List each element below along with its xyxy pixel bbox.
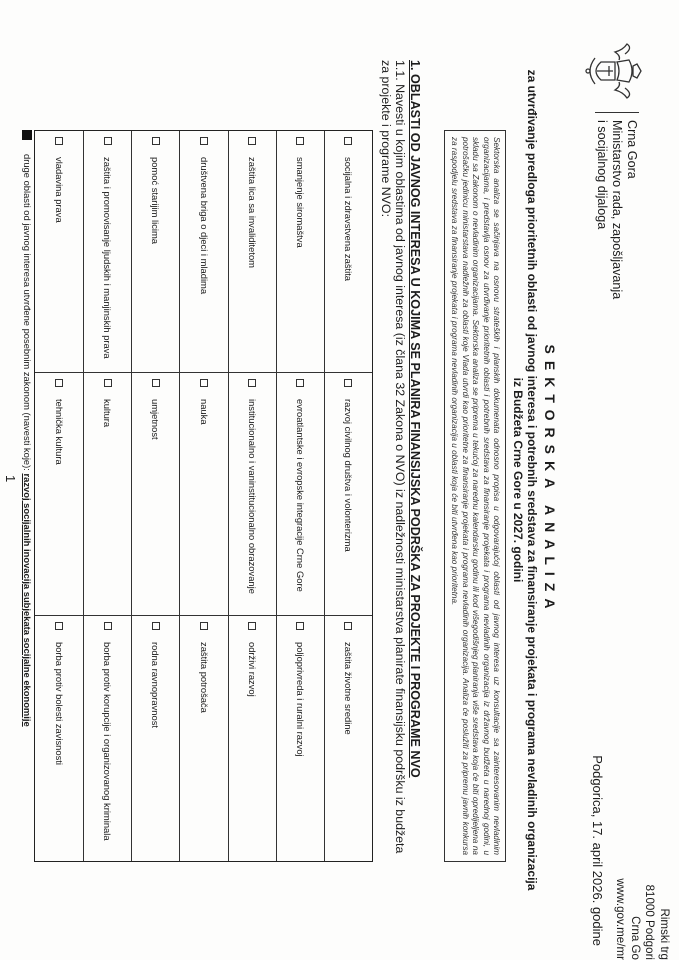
area-option[interactable] — [35, 616, 83, 861]
checkbox[interactable] — [200, 137, 208, 145]
area-option[interactable] — [228, 616, 276, 861]
area-option[interactable] — [83, 373, 131, 616]
area-label: socijalna i zdravstvena zaštita — [342, 157, 354, 282]
area-option[interactable] — [276, 616, 324, 861]
ministry-name: Ministarstvo rada, zapošljavanja — [610, 120, 624, 300]
checkbox[interactable] — [104, 137, 112, 145]
area-option[interactable] — [35, 373, 83, 616]
brand-divider — [595, 112, 639, 113]
area-option[interactable] — [324, 616, 372, 861]
ministry-address — [613, 760, 671, 960]
area-label: evroatlantske i evropske integracije Crne Gore — [294, 399, 306, 592]
other-area-row — [22, 130, 33, 930]
checkbox[interactable] — [152, 137, 160, 145]
area-option[interactable] — [179, 616, 227, 861]
question-line: 1.1. Navesti u kojim oblastima od javnog interesa (iz člana 32 Zakona o NVO) iz nadležnosti ministarstva planirate finansijsku podršku iz budžeta — [393, 60, 407, 854]
checkbox[interactable] — [248, 137, 256, 145]
other-area-value: razvoj socijalnih inovacija subjekata socijalne ekonomije — [22, 473, 33, 727]
coat-of-arms-icon — [581, 40, 643, 102]
other-area-label: druge oblasti od javnog interesa utvrđene posebnim zakonom (navesti koje): — [22, 154, 33, 471]
checkbox[interactable] — [248, 622, 256, 630]
area-label: borba protiv bolesti zavisnosti — [53, 642, 65, 765]
page-number: 1 — [3, 475, 18, 483]
checkbox[interactable] — [152, 622, 160, 630]
area-label: umjetnost — [150, 399, 162, 440]
question-line: za projekte i programe NVO: — [379, 60, 393, 218]
area-label: razvoj civilnog društva i volonterizma — [342, 399, 354, 552]
checkbox[interactable] — [152, 379, 160, 387]
checkbox[interactable] — [55, 622, 63, 630]
area-option[interactable] — [228, 373, 276, 616]
ministry-name-cont: i socijalnog dijaloga — [595, 120, 609, 230]
area-label: društvena briga o djeci i mladima — [198, 157, 210, 295]
area-label: tehnička kultura — [53, 399, 65, 465]
checkbox[interactable] — [248, 379, 256, 387]
area-label: borba protiv korupcije i organizovanog kriminala — [102, 642, 114, 841]
area-option[interactable] — [276, 373, 324, 616]
checkbox[interactable] — [104, 622, 112, 630]
checkbox[interactable] — [55, 379, 63, 387]
checkbox-checked[interactable] — [23, 130, 33, 140]
checkbox[interactable] — [344, 622, 352, 630]
area-option[interactable] — [179, 373, 227, 616]
checkbox[interactable] — [344, 137, 352, 145]
areas-table — [34, 130, 373, 862]
address-line: Rimski trg — [658, 908, 671, 960]
checkbox[interactable] — [200, 622, 208, 630]
area-label: vladavina prava — [53, 157, 65, 223]
address-line: www.gov.me/mr — [614, 878, 628, 960]
document-subtitle-cont: iz Budžeta Crne Gore u 2027. godini — [511, 377, 525, 583]
checkbox[interactable] — [296, 379, 304, 387]
area-option[interactable] — [35, 131, 83, 373]
area-label: zaštita životne sredine — [342, 642, 354, 735]
checkbox[interactable] — [200, 379, 208, 387]
area-option[interactable] — [276, 131, 324, 373]
area-option[interactable] — [131, 131, 179, 373]
area-label: pomoć starijim licima — [150, 157, 162, 244]
area-option[interactable] — [131, 373, 179, 616]
area-label: zaštita potrošača — [198, 642, 210, 713]
checkbox[interactable] — [55, 137, 63, 145]
area-option[interactable] — [324, 131, 372, 373]
checkbox[interactable] — [296, 622, 304, 630]
area-label: smanjenje siromaštva — [294, 157, 306, 248]
document-date: Podgorica, 17. april 2026. godine — [590, 755, 605, 946]
area-label: poljoprivreda i ruralni razvoj — [294, 642, 306, 757]
area-option[interactable] — [83, 131, 131, 373]
area-label: kultura — [102, 399, 114, 428]
address-line: 81000 Podgori — [643, 884, 657, 960]
checkbox[interactable] — [104, 379, 112, 387]
area-option[interactable] — [324, 373, 372, 616]
country-name: Crna Gora — [625, 120, 639, 179]
area-option[interactable] — [179, 131, 227, 373]
area-label: nauka — [198, 399, 210, 425]
area-option[interactable] — [83, 616, 131, 861]
section-title: 1. OBLASTI OD JAVNOG INTERESA U KOJIMA SE PLANIRA FINANSIJSKA PODRŠKA ZA PROJEKTE I PROGRAME NVO — [408, 60, 422, 778]
area-label: zaštita lica sa invaliditetom — [246, 157, 258, 268]
address-line: Crna Go — [629, 916, 642, 960]
checkbox[interactable] — [344, 379, 352, 387]
area-label: zaštita i promovisanje ljudskih i manjinskih prava — [102, 157, 114, 359]
section-question — [379, 60, 407, 900]
document-title: SEKTORSKA ANALIZA — [542, 344, 558, 616]
area-label: institucionalno i vaninstitucionalno obrazovanje — [246, 399, 258, 594]
area-label: održivi razvoj — [246, 642, 258, 697]
document-subtitle: za utvrđivanje predloga prioritetnih oblasti od javnog interesa i potrebnih sredstava za finansiranje projekata i programa nevladinih organizacija — [525, 69, 539, 891]
checkbox[interactable] — [296, 137, 304, 145]
area-option[interactable] — [131, 616, 179, 861]
intro-box: Sektorska analiza se sačinjava na osnovu strateških i planskih dokumenata odnosno propisa u odgovarajućoj oblasti od javnog interesa uz konsultacije sa zainteresovanim nevladinim organizacijama, i predstavlja osnov za utvrđivanje prioritetnih oblasti i potrebnih sredstava za finansiranje projekata i programa nevladinih organizacija iz državnog budžeta u narednoj godini, u skladu sa Zakonom o nevladinim organizacijama. Sektorska analiza se priprema u tekućoj za narednu kalendarsku godinu ili kod višegodišnjeg planiranja više sredstava koja će biti opredijeljena na potrošačku jedinicu ministarstava nadležnih za oblasti koje Vlada utvrdi kao prioritetne za finansiranje projekata i programa nevladinih organizacija. Analiza će poslužiti za pripremu javnih konkursa za raspodjelu sredstava za finansiranje projekata i programa nevladinih organizacija u oblasti koja će biti utvrđena kao prioritetna. — [444, 130, 506, 862]
area-label: rodna ravnopravnost — [150, 642, 162, 728]
area-option[interactable] — [228, 131, 276, 373]
